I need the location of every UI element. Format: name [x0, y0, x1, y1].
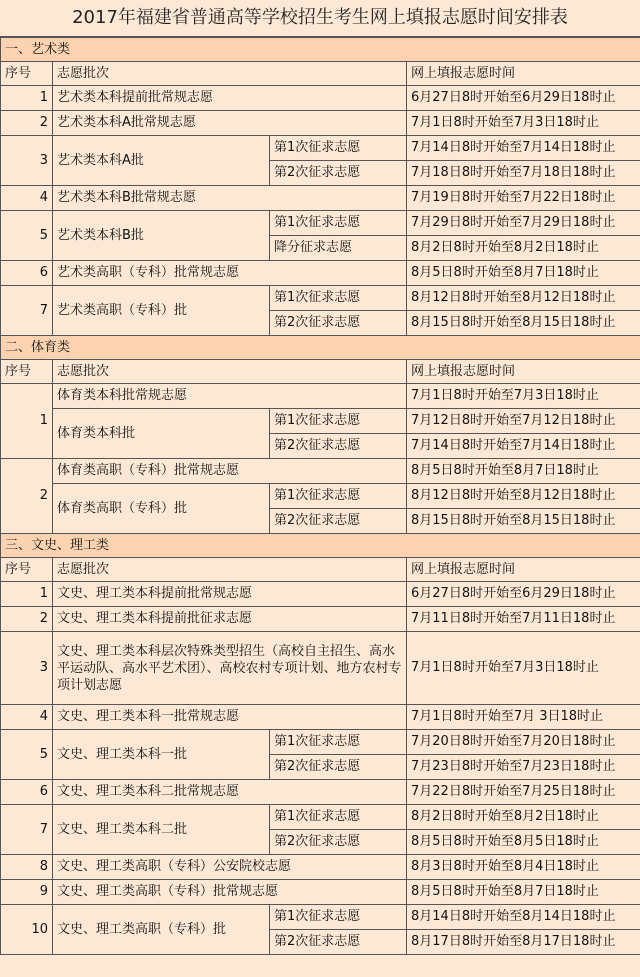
fill-time: 7月22日8时开始至7月25日18时止: [407, 780, 640, 805]
fill-time: 7月1日8时开始至7月3日18时止: [407, 632, 640, 705]
sub-batch: 第2次征求志愿: [270, 161, 407, 186]
fill-time: 8月2日8时开始至8月2日18时止: [407, 805, 640, 830]
table-row: [1, 880, 640, 905]
header-time: 网上填报志愿时间: [407, 360, 640, 384]
batch-name: 艺术类本科B批: [53, 211, 270, 261]
header-batch: 志愿批次: [53, 62, 407, 86]
fill-time: 7月19日8时开始至7月22日18时止: [407, 186, 640, 211]
fill-time: 8月14日8时开始至8月14日18时止: [407, 905, 640, 930]
sub-batch: 第1次征求志愿: [270, 409, 407, 434]
batch-name: 文史、理工类高职（专科）批: [53, 905, 270, 955]
column-header-row: [1, 360, 640, 384]
row-number: 1: [1, 384, 53, 459]
row-number: 1: [1, 86, 53, 111]
fill-time: 8月12日8时开始至8月12日18时止: [407, 484, 640, 509]
header-time: 网上填报志愿时间: [407, 558, 640, 582]
fill-time: 8月5日8时开始至8月7日18时止: [407, 880, 640, 905]
row-number: 7: [1, 286, 53, 336]
batch-name: 文史、理工类本科提前批常规志愿: [53, 582, 407, 607]
table-row: [1, 111, 640, 136]
sub-batch: 第1次征求志愿: [270, 905, 407, 930]
sub-batch: 第1次征求志愿: [270, 730, 407, 755]
sub-batch: 第1次征求志愿: [270, 136, 407, 161]
sub-batch: 降分征求志愿: [270, 236, 407, 261]
table-row: [1, 484, 640, 509]
schedule-table-body: [1, 38, 640, 955]
schedule-table: [0, 37, 640, 955]
batch-name: 文史、理工类本科二批常规志愿: [53, 780, 407, 805]
fill-time: 6月27日8时开始至6月29日18时止: [407, 86, 640, 111]
fill-time: 8月15日8时开始至8月15日18时止: [407, 509, 640, 534]
fill-time: 8月5日8时开始至8月7日18时止: [407, 261, 640, 286]
batch-name: 文史、理工类本科提前批征求志愿: [53, 607, 407, 632]
batch-name: 文史、理工类高职（专科）批常规志愿: [53, 880, 407, 905]
fill-time: 7月14日8时开始至7月14日18时止: [407, 136, 640, 161]
batch-name: 艺术类高职（专科）批: [53, 286, 270, 336]
table-row: [1, 211, 640, 236]
row-number: 2: [1, 607, 53, 632]
table-row: [1, 905, 640, 930]
section-title: 一、艺术类: [1, 38, 640, 62]
batch-name: 文史、理工类本科一批常规志愿: [53, 705, 407, 730]
batch-name: 艺术类本科A批常规志愿: [53, 111, 407, 136]
row-number: 1: [1, 582, 53, 607]
row-number: 9: [1, 880, 53, 905]
fill-time: 6月27日8时开始至6月29日18时止: [407, 582, 640, 607]
row-number: 2: [1, 111, 53, 136]
section-title: 三、文史、理工类: [1, 534, 640, 558]
batch-name: 文史、理工类本科一批: [53, 730, 270, 780]
fill-time: 7月12日8时开始至7月12日18时止: [407, 409, 640, 434]
header-no: 序号: [1, 62, 53, 86]
fill-time: 7月29日8时开始至7月29日18时止: [407, 211, 640, 236]
section-title: 二、体育类: [1, 336, 640, 360]
table-row: [1, 730, 640, 755]
header-no: 序号: [1, 360, 53, 384]
section-header-row: [1, 336, 640, 360]
table-row: [1, 780, 640, 805]
header-time: 网上填报志愿时间: [407, 62, 640, 86]
sub-batch: 第2次征求志愿: [270, 434, 407, 459]
table-row: [1, 805, 640, 830]
section-header-row: [1, 38, 640, 62]
batch-name: 体育类高职（专科）批: [53, 484, 270, 534]
table-row: [1, 136, 640, 161]
column-header-row: [1, 62, 640, 86]
row-number: 10: [1, 905, 53, 955]
table-row: [1, 261, 640, 286]
fill-time: 8月5日8时开始至8月7日18时止: [407, 459, 640, 484]
batch-name: 体育类本科批: [53, 409, 270, 459]
row-number: 7: [1, 805, 53, 855]
table-row: [1, 582, 640, 607]
row-number: 2: [1, 459, 53, 534]
page-title: 2017年福建省普通高等学校招生考生网上填报志愿时间安排表: [0, 0, 640, 37]
table-row: [1, 459, 640, 484]
sub-batch: 第1次征求志愿: [270, 484, 407, 509]
fill-time: 8月5日8时开始至8月5日18时止: [407, 830, 640, 855]
fill-time: 8月2日8时开始至8月2日18时止: [407, 236, 640, 261]
fill-time: 7月1日8时开始至7月3日18时止: [407, 111, 640, 136]
batch-name: 文史、理工类本科层次特殊类型招生（高校自主招生、高水平运动队、高水平艺术团）、高校农村专项计划、地方农村专项计划志愿: [53, 632, 407, 705]
table-row: [1, 855, 640, 880]
row-number: 4: [1, 186, 53, 211]
table-row: [1, 86, 640, 111]
sub-batch: 第2次征求志愿: [270, 755, 407, 780]
fill-time: 7月11日8时开始至7月11日18时止: [407, 607, 640, 632]
table-row: [1, 186, 640, 211]
fill-time: 7月18日8时开始至7月18日18时止: [407, 161, 640, 186]
sub-batch: 第1次征求志愿: [270, 286, 407, 311]
fill-time: 8月17日8时开始至8月17日18时止: [407, 930, 640, 955]
row-number: 8: [1, 855, 53, 880]
column-header-row: [1, 558, 640, 582]
sub-batch: 第2次征求志愿: [270, 930, 407, 955]
row-number: 3: [1, 136, 53, 186]
table-row: [1, 705, 640, 730]
batch-name: 体育类本科批常规志愿: [53, 384, 407, 409]
fill-time: 7月20日8时开始至7月20日18时止: [407, 730, 640, 755]
table-row: [1, 384, 640, 409]
batch-name: 艺术类高职（专科）批常规志愿: [53, 261, 407, 286]
batch-name: 艺术类本科B批常规志愿: [53, 186, 407, 211]
batch-name: 文史、理工类本科二批: [53, 805, 270, 855]
row-number: 6: [1, 780, 53, 805]
row-number: 5: [1, 730, 53, 780]
fill-time: 7月14日8时开始至7月14日18时止: [407, 434, 640, 459]
sub-batch: 第1次征求志愿: [270, 805, 407, 830]
row-number: 4: [1, 705, 53, 730]
sub-batch: 第2次征求志愿: [270, 509, 407, 534]
header-no: 序号: [1, 558, 53, 582]
batch-name: 体育类高职（专科）批常规志愿: [53, 459, 407, 484]
section-header-row: [1, 534, 640, 558]
table-row: [1, 286, 640, 311]
fill-time: 7月1日8时开始至7月3日18时止: [407, 384, 640, 409]
row-number: 6: [1, 261, 53, 286]
sub-batch: 第2次征求志愿: [270, 311, 407, 336]
sub-batch: 第2次征求志愿: [270, 830, 407, 855]
table-row: [1, 607, 640, 632]
batch-name: 艺术类本科A批: [53, 136, 270, 186]
table-row: [1, 632, 640, 705]
row-number: 3: [1, 632, 53, 705]
header-batch: 志愿批次: [53, 558, 407, 582]
fill-time: 8月3日8时开始至8月4日18时止: [407, 855, 640, 880]
batch-name: 艺术类本科提前批常规志愿: [53, 86, 407, 111]
header-batch: 志愿批次: [53, 360, 407, 384]
fill-time: 8月12日8时开始至8月12日18时止: [407, 286, 640, 311]
table-row: [1, 409, 640, 434]
sub-batch: 第1次征求志愿: [270, 211, 407, 236]
fill-time: 8月15日8时开始至8月15日18时止: [407, 311, 640, 336]
fill-time: 7月1日8时开始至7月 3日18时止: [407, 705, 640, 730]
row-number: 5: [1, 211, 53, 261]
fill-time: 7月23日8时开始至7月23日18时止: [407, 755, 640, 780]
batch-name: 文史、理工类高职（专科）公安院校志愿: [53, 855, 407, 880]
